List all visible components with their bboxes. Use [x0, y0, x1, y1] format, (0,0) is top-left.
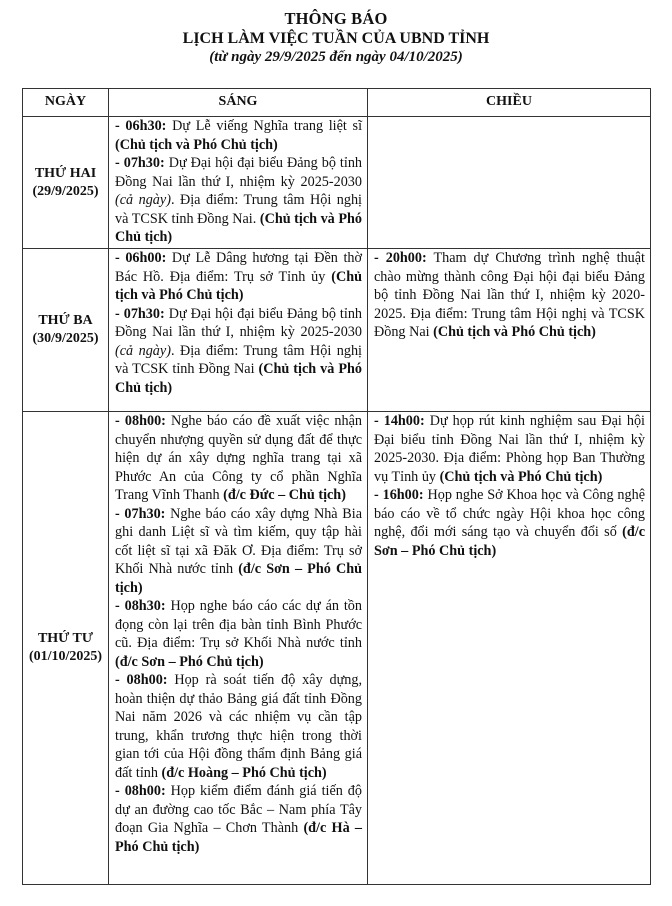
entry-location: . Địa điểm: Trung tâm Hội nghị và TCSK tỉnh Đồng Nai	[115, 342, 363, 377]
entry-time: - 07h30:	[115, 305, 165, 322]
entry-time: - 06h00:	[115, 250, 167, 266]
schedule-entry	[115, 505, 362, 598]
entry-attendees: (đ/c Sơn – Phó Chủ tịch)	[115, 561, 362, 596]
day-cell	[23, 249, 109, 412]
entry-note: (cả ngày)	[115, 192, 171, 208]
entry-time: - 20h00:	[374, 250, 427, 266]
entry-time: - 08h30:	[115, 598, 166, 614]
entry-attendees: (Chủ tịch và Phó Chủ tịch)	[115, 268, 362, 303]
schedule-entry	[374, 486, 645, 560]
day-cell	[23, 117, 109, 249]
afternoon-cell	[368, 117, 651, 249]
schedule-entry	[374, 249, 645, 342]
document-header	[0, 9, 672, 67]
entry-attendees: (đ/c Sơn – Phó Chủ tịch)	[115, 653, 264, 670]
entry-time: - 06h30:	[115, 118, 167, 134]
entry-time: - 07h30:	[115, 155, 165, 171]
schedule-entry	[115, 117, 362, 154]
document-title: THÔNG BÁO	[284, 9, 388, 28]
schedule-entry	[374, 412, 645, 486]
entry-attendees: (Chủ tịch và Phó Chủ tịch)	[439, 468, 603, 485]
entry-attendees: (đ/c Đức – Chủ tịch)	[223, 487, 346, 503]
entry-attendees: (Chủ tịch và Phó Chủ tịch)	[433, 324, 596, 340]
entry-text: Dự họp rút kinh nghiệm sau Đại hội Đại biểu tỉnh Đồng Nai lần thứ I, nhiệm kỳ 2025-2030. Địa điểm: Phòng họp Ban Thường vụ Tỉnh ủy	[374, 413, 645, 485]
schedule-entry	[115, 412, 362, 505]
entry-text: Họp kiểm điểm đánh giá tiến độ dự an đường cao tốc Bắc – Nam phía Tây đoạn Gia Nghĩa – Chơn Thành	[115, 783, 362, 836]
entry-attendees: (Chủ tịch và Phó Chủ tịch)	[115, 136, 278, 153]
entry-text: Dự Đại hội đại biểu Đảng bộ tỉnh Đồng Nai lần thứ I, nhiệm kỳ 2025-2030	[115, 305, 363, 340]
entry-attendees: (đ/c Hoàng – Phó Chủ tịch)	[161, 764, 327, 781]
table-header-row	[23, 89, 651, 117]
schedule-entry	[115, 782, 362, 856]
afternoon-cell	[368, 249, 651, 412]
entry-attendees: (đ/c Sơn – Phó Chủ tịch)	[374, 524, 645, 559]
day-date: (29/9/2025)	[32, 183, 99, 199]
entry-time: - 14h00:	[374, 413, 425, 429]
entry-text: Dự Đại hội đại biểu Đảng bộ tỉnh Đồng Nai lần thứ I, nhiệm kỳ 2025-2030	[115, 155, 363, 190]
day-date: (30/9/2025)	[32, 331, 99, 346]
date-range: (từ ngày 29/9/2025 đến ngày 04/10/2025)	[209, 49, 463, 65]
entry-text: Tham dự Chương trình nghệ thuật chào mừng thành công Đại hội đại biểu Đảng bộ tỉnh Đồng Nai lần thứ I, nhiệm kỳ 2020-2025. Địa điểm: Trung tâm Hội nghị và TCSK Đồng Nai	[374, 250, 645, 340]
header-day: NGÀY	[23, 89, 109, 117]
header-morning: SÁNG	[109, 89, 368, 117]
entry-time: - 08h00:	[115, 783, 166, 799]
day-name: THỨ TƯ	[37, 631, 94, 646]
entry-text: Họp rà soát tiến độ xây dựng, hoàn thiện dự thảo Bảng giá đất tỉnh Đồng Nai năm 2026 và các nhiệm vụ cần tập trung, khẩn trương thực hiện trong thời gian tới của Hội đồng thẩm định Bảng giá đất tỉnh	[115, 672, 362, 781]
entry-attendees: (đ/c Hà – Phó Chủ tịch)	[115, 820, 362, 855]
schedule-table	[22, 88, 651, 885]
entry-time: - 16h00:	[374, 487, 424, 503]
schedule-entry	[115, 671, 362, 782]
entry-text: Họp nghe Sở Khoa học và Công nghệ báo cáo về tổ chức ngày Hội khoa học công nghệ, đổi mới sáng tạo và chuyển đổi số	[374, 487, 645, 540]
day-name: THỨ BA	[38, 313, 93, 328]
morning-cell	[109, 249, 368, 412]
header-afternoon: CHIỀU	[368, 89, 651, 117]
schedule-entry	[115, 249, 362, 305]
schedule-entry	[115, 305, 362, 398]
entry-text: Dự Lễ viếng Nghĩa trang liệt sĩ	[166, 118, 363, 134]
entry-time: - 08h00:	[115, 672, 168, 688]
document-subtitle: LỊCH LÀM VIỆC TUẦN CỦA UBND TỈNH	[182, 30, 490, 47]
table-row	[23, 412, 651, 885]
entry-time: - 08h00:	[115, 413, 166, 429]
entry-text: Dự Lễ Dâng hương tại Đền thờ Bác Hồ. Địa điểm: Trụ sở Tỉnh ủy	[115, 250, 362, 285]
day-name: THỨ HAI	[34, 165, 97, 181]
morning-cell	[109, 412, 368, 885]
day-date: (01/10/2025)	[28, 649, 103, 664]
entry-attendees: (Chủ tịch và Phó Chủ tịch)	[115, 210, 362, 245]
entry-time: - 07h30:	[115, 505, 166, 522]
schedule-entry	[115, 154, 362, 247]
entry-note: (cả ngày)	[115, 342, 171, 359]
entry-attendees: (Chủ tịch và Phó Chủ tịch)	[115, 361, 362, 396]
entry-text: Nghe báo cáo đề xuất việc nhận chuyển nhượng quyền sử dụng đất để thực hiện dự án xây dựng nghĩa trang tại xã Phước An của Công ty cổ phần Nghĩa Trang Vĩnh Thanh	[115, 413, 362, 503]
table-row	[23, 117, 651, 249]
day-cell	[23, 412, 109, 885]
entry-text: Họp nghe báo cáo các dự án tồn đọng còn lại trên địa bàn tỉnh Bình Phước cũ. Địa điểm: Trụ sở Khối Nhà nước tỉnh	[115, 598, 362, 651]
morning-cell	[109, 117, 368, 249]
afternoon-cell	[368, 412, 651, 885]
table-row	[23, 249, 651, 412]
schedule-entry	[115, 597, 362, 671]
entry-location: . Địa điểm: Trung tâm Hội nghị và TCSK tỉnh Đồng Nai.	[115, 192, 363, 227]
entry-text: Nghe báo cáo xây dựng Nhà Bia ghi danh Liệt sĩ và tìm kiếm, quy tập hài cốt liệt sĩ tại xã Đăk Ơ. Địa điểm: Trụ sở Khối Nhà nước tỉnh	[115, 505, 362, 577]
